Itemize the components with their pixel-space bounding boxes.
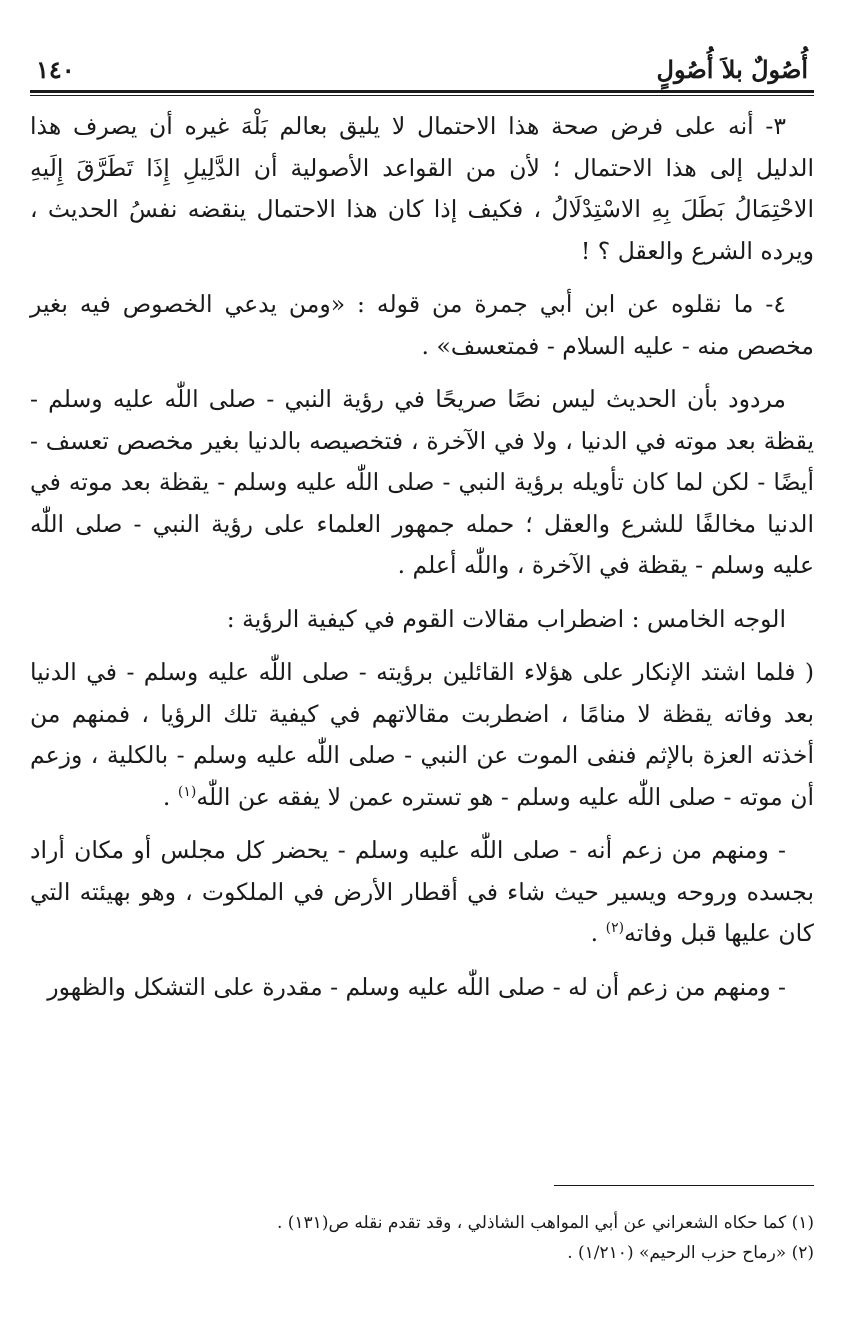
footnote-2: (٢) «رماح حزب الرحيم» (١/٢١٠) . <box>567 1243 814 1263</box>
footnotes <box>30 1208 814 1268</box>
paragraph-point-3: ٣- أنه على فرض صحة هذا الاحتمال لا يليق بعالم بَلْهَ غيره أن يصرف هذا الدليل إلى هذا الاحتمال ؛ لأن من القواعد الأصولية أن الدَّلِيلِ إِذَا تَطَرَّقَ إِلَيهِ الاحْتِمَالُ بَطَلَ بِهِ الاسْتِدْلَالُ ، فكيف إذا كان هذا الاحتمال ينقضه نفسُ الحديث ، ويرده الشرع والعقل ؟ ! <box>30 112 814 265</box>
running-header <box>30 40 814 84</box>
footnote-ref-2[interactable]: (٢) <box>605 920 625 937</box>
body-text <box>30 106 814 1008</box>
paragraph-quote: ( فلما اشتد الإنكار على هؤلاء القائلين برؤيته - صلى اللّٰه عليه وسلم - في الدنيا بعد وفاته يقظة لا منامًا ، اضطربت مقالاتهم في كيفية تلك الرؤيا ، فمنهم من أخذته العزة بالإثم فنفى الموت عن النبي - صلى اللّٰه عليه وسلم - بالكلية ، وزعم أن موته - صلى اللّٰه عليه وسلم - هو تستره عمن لا يفقه عن اللّٰه$^{(١)}$ . <box>30 658 814 811</box>
page-number: ١٤٠ <box>36 55 75 84</box>
section-heading-fifth-aspect: الوجه الخامس : اضطراب مقالات القوم في كيفية الرؤية : <box>226 604 786 633</box>
header-rule <box>30 90 814 93</box>
footnote-1: (١) كما حكاه الشعراني عن أبي المواهب الشاذلي ، وقد تقدم نقله ص(١٣١) . <box>276 1213 814 1233</box>
footnote-ref-1[interactable]: (١) <box>177 783 197 800</box>
paragraph-point-4: ٤- ما نقلوه عن ابن أبي جمرة من قوله : «ومن يدعي الخصوص فيه بغير مخصص منه - عليه السلام - فمتعسف» . <box>30 290 814 360</box>
paragraph-rebuttal: مردود بأن الحديث ليس نصًا صريحًا في رؤية النبي - صلى اللّٰه عليه وسلم - يقظة بعد موته في الدنيا ، ولا في الآخرة ، فتخصيصه بالدنيا بغير مخصص تعسف - أيضًا - لكن لما كان تأويله برؤية النبي - صلى اللّٰه عليه وسلم - يقظة بعد موته في الدنيا مخالفًا للشرع والعقل ؛ حمله جمهور العلماء على رؤية النبي - صلى اللّٰه عليه وسلم - يقظة في الآخرة ، واللّٰه أعلم . <box>30 385 814 579</box>
paragraph-claim-presence: - ومنهم من زعم أنه - صلى اللّٰه عليه وسلم - يحضر كل مجلس أو مكان أراد بجسده وروحه ويسير حيث شاء في أقطار الأرض في الملكوت ، وهو بهيئته التي كان عليها قبل وفاته$^{(٢)}$ . <box>30 836 814 947</box>
header-rule-thin <box>30 95 814 96</box>
footnote-divider <box>554 1185 814 1186</box>
header-title: أُصُولٌ بلاَ أُصُولٍ <box>656 55 808 84</box>
paragraph-claim-shape: - ومنهم من زعم أن له - صلى اللّٰه عليه وسلم - مقدرة على التشكل والظهور <box>47 972 786 1001</box>
book-page <box>30 40 814 1318</box>
